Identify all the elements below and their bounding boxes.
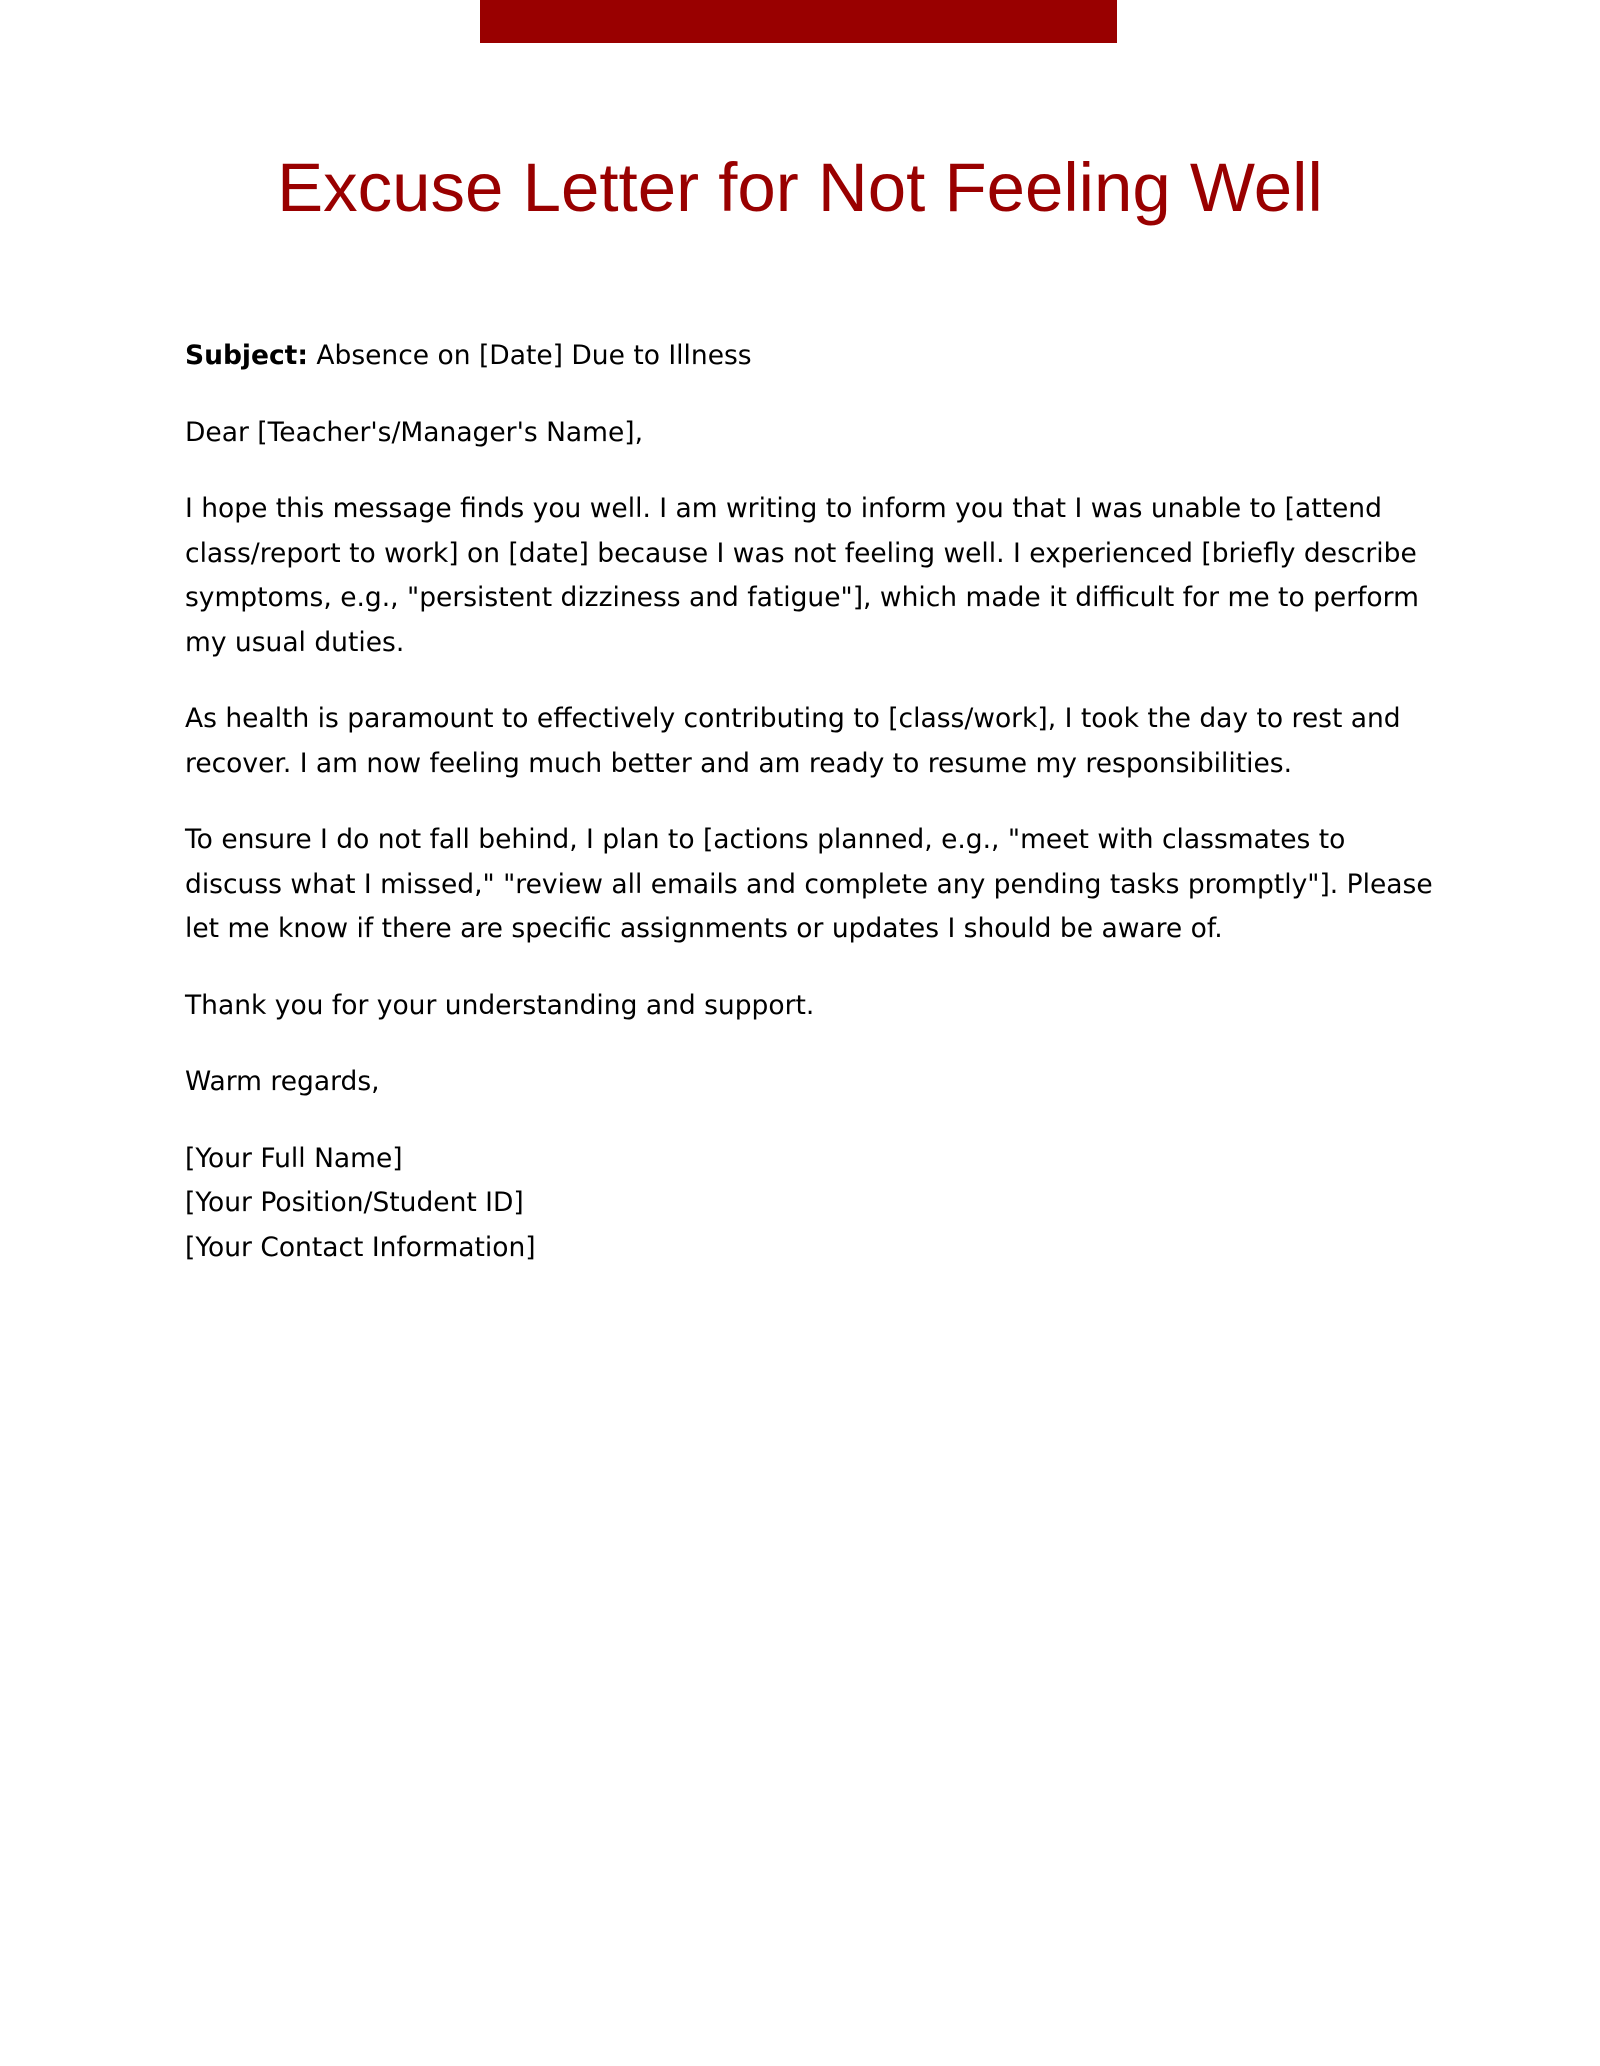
salutation: Dear [Teacher's/Manager's Name],: [185, 416, 644, 448]
subject-text: Absence on [Date] Due to Illness: [307, 340, 752, 371]
paragraph-intro: I hope this message finds you well. I am writing to inform you that I was unable to [attend class/report to work] on [date] because I was not feeling well. I experienced [briefly describe symptoms, e.g., "persistent dizziness and fatigue"], which made it difficult for me to perform my usual duties.: [185, 493, 1419, 658]
signature-contact: [Your Contact Information]: [185, 1231, 536, 1263]
signature-name: [Your Full Name]: [185, 1142, 403, 1174]
subject-line: [185, 334, 1435, 379]
paragraph-thanks: Thank you for your understanding and support.: [185, 989, 815, 1021]
subject-label: Subject:: [185, 340, 308, 371]
paragraph-recovery: As health is paramount to effectively contributing to [class/work], I took the day to rest and recover. I am now feeling much better and am ready to resume my responsibilities.: [185, 703, 1401, 779]
page-title: Excuse Letter for Not Feeling Well: [277, 149, 1323, 226]
signature-position: [Your Position/Student ID]: [185, 1187, 524, 1218]
closing: Warm regards,: [185, 1066, 380, 1097]
paragraph-plan: To ensure I do not fall behind, I plan to [actions planned, e.g., "meet with classmates to discuss what I missed," "review all emails and complete any pending tasks promptly"]. Please let me know if there are specific assignments or updates I should be aware of.: [185, 824, 1433, 944]
top-accent-bar: [480, 0, 1117, 43]
signature-block: [185, 1137, 1435, 1271]
letter-body: [185, 334, 1435, 1302]
